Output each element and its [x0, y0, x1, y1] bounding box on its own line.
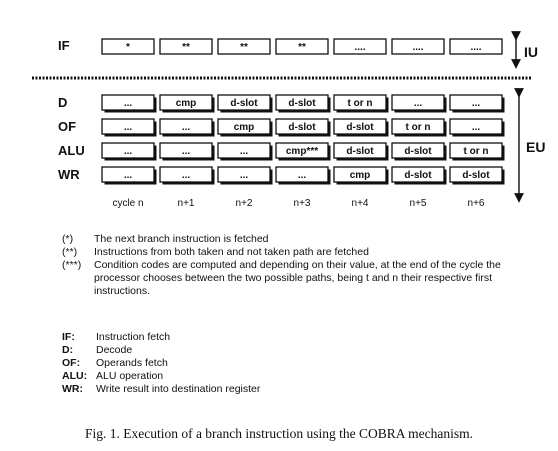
cell-label: ...	[413, 98, 423, 109]
cell-label: ...	[471, 98, 481, 109]
eu-cell	[276, 167, 331, 185]
cell-label: **	[182, 42, 190, 53]
eu-cell	[160, 143, 215, 161]
if-cell	[450, 39, 502, 54]
eu-cell	[392, 143, 447, 161]
iu-bracket	[516, 36, 538, 64]
legend-desc: Instruction fetch	[96, 331, 171, 343]
cell-label: d-slot	[404, 146, 432, 157]
eu-cell	[450, 119, 505, 137]
if-row-cells	[102, 39, 502, 54]
cycle-label: cycle n	[112, 198, 144, 209]
legend-desc: ALU operation	[96, 370, 164, 382]
cell-label: ...	[181, 122, 191, 133]
cell-label: cmp	[175, 98, 197, 109]
cell-label: ...	[239, 146, 249, 157]
cell-label: ...	[123, 98, 133, 109]
eu-cell	[392, 119, 447, 137]
cell-label: t or n	[347, 98, 373, 109]
footnote-marker: (**)	[62, 246, 78, 258]
legend-abbr: OF:	[62, 357, 81, 369]
footnote-2	[62, 246, 532, 259]
eu-cell	[218, 167, 273, 185]
if-cell	[160, 39, 212, 54]
cell-label: ...	[239, 170, 249, 181]
eu-cell	[276, 119, 331, 137]
cell-label: d-slot	[346, 122, 374, 133]
eu-cell	[334, 119, 389, 137]
cell-label: ...	[181, 146, 191, 157]
figure-caption: Fig. 1. Execution of a branch instruction using the COBRA mechanism.	[84, 426, 474, 441]
cell-label: d-slot	[462, 170, 490, 181]
cell-label: ...	[123, 170, 133, 181]
cycle-label: n+3	[293, 198, 311, 209]
eu-cell	[218, 119, 273, 137]
eu-cell	[160, 119, 215, 137]
cell-label: ...	[181, 170, 191, 181]
eu-cell	[160, 167, 215, 185]
footnote-3	[62, 259, 532, 298]
eu-cell	[102, 143, 157, 161]
eu-cell	[160, 95, 215, 113]
cell-label: cmp***	[285, 146, 319, 157]
cell-label: t or n	[405, 122, 431, 133]
if-row-label: IF	[58, 38, 70, 53]
cell-label: d-slot	[346, 146, 374, 157]
cycle-label: n+2	[235, 198, 253, 209]
cell-label: ...	[123, 122, 133, 133]
stage-label-of: OF	[58, 119, 77, 134]
eu-cell	[102, 95, 157, 113]
eu-cell	[392, 95, 447, 113]
iu-label: IU	[524, 44, 538, 60]
footnote-marker: (*)	[62, 233, 74, 245]
if-cell	[276, 39, 328, 54]
footnote-text: The next branch instruction is fetched	[94, 233, 269, 245]
eu-bracket	[519, 93, 545, 198]
eu-cell	[218, 143, 273, 161]
cell-label: d-slot	[288, 98, 316, 109]
eu-cell	[276, 95, 331, 113]
footnote-text: Condition codes are computed and depending on their value, at the end of the cycle the processor chooses between the two possible paths, being t and n their respective first instructions.	[94, 259, 501, 297]
eu-cell	[334, 143, 389, 161]
legend-desc: Decode	[96, 344, 133, 356]
if-cell	[334, 39, 386, 54]
legend-item	[62, 331, 260, 344]
cell-label: ....	[412, 42, 424, 53]
eu-row-labels	[58, 95, 85, 182]
eu-cell	[392, 167, 447, 185]
cell-label: ...	[297, 170, 307, 181]
cycle-label: n+5	[409, 198, 427, 209]
if-cell	[218, 39, 270, 54]
footnote-1	[62, 233, 532, 246]
eu-row-cells	[102, 95, 505, 185]
footnotes	[62, 233, 532, 298]
if-cell	[392, 39, 444, 54]
eu-cell	[450, 167, 505, 185]
stage-label-wr: WR	[58, 167, 80, 182]
cell-label: ....	[470, 42, 482, 53]
stage-label-alu: ALU	[58, 143, 85, 158]
cycle-labels	[112, 198, 484, 209]
legend-desc: Operands fetch	[96, 357, 168, 369]
legend-item	[62, 370, 260, 383]
eu-cell	[102, 167, 157, 185]
abbreviation-legend	[62, 331, 260, 396]
cycle-label: n+1	[177, 198, 195, 209]
cell-label: cmp	[349, 170, 371, 181]
cell-label: ...	[123, 146, 133, 157]
legend-item	[62, 383, 260, 396]
legend-abbr: ALU:	[62, 370, 88, 382]
eu-cell	[218, 95, 273, 113]
eu-cell	[334, 95, 389, 113]
cell-label: t or n	[463, 146, 489, 157]
eu-label: EU	[526, 139, 546, 155]
footnote-marker: (***)	[62, 259, 82, 271]
cycle-label: n+6	[467, 198, 485, 209]
legend-item	[62, 357, 260, 370]
eu-cell	[102, 119, 157, 137]
cell-label: d-slot	[404, 170, 432, 181]
cell-label: **	[240, 42, 248, 53]
legend-abbr: WR:	[62, 383, 83, 395]
cell-label: ....	[354, 42, 366, 53]
if-cell	[102, 39, 154, 54]
eu-cell	[276, 143, 331, 161]
cell-label: *	[126, 42, 130, 53]
legend-abbr: IF:	[62, 331, 75, 343]
eu-cell	[334, 167, 389, 185]
cell-label: d-slot	[230, 98, 258, 109]
cycle-label: n+4	[351, 198, 369, 209]
eu-cell	[450, 95, 505, 113]
cell-label: **	[298, 42, 306, 53]
legend-desc: Write result into destination register	[96, 383, 261, 395]
cell-label: cmp	[233, 122, 255, 133]
footnote-text: Instructions from both taken and not taken path are fetched	[94, 246, 369, 258]
cell-label: ...	[471, 122, 481, 133]
cell-label: d-slot	[288, 122, 316, 133]
legend-item	[62, 344, 260, 357]
eu-cell	[450, 143, 505, 161]
stage-label-d: D	[58, 95, 68, 110]
legend-abbr: D:	[62, 344, 74, 356]
